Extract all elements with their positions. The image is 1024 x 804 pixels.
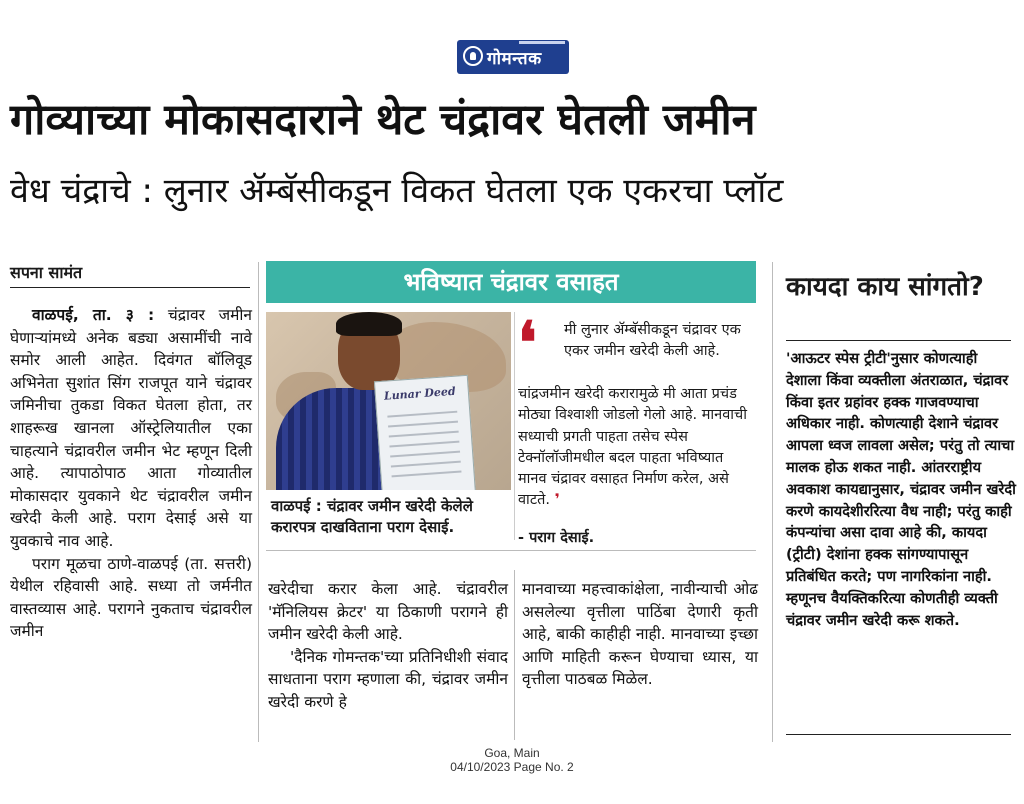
article-column-1 [10,304,252,643]
subheadline: वेध चंद्राचे : लुनार ॲम्बॅसीकडून विकत घेतला एक एकरचा प्लॉट [10,171,784,211]
newspaper-logo [457,40,569,74]
byline: सपना सामंत [10,263,83,282]
logo-tagline-strip [519,41,565,44]
byline-divider [10,287,250,288]
column-divider [258,262,259,742]
quote-first: मी लुनार ॲम्बॅसीकडून चंद्रावर एक एकर जमीन खरेदी केली आहे. [564,322,741,360]
box-inner-divider [514,312,515,540]
open-quote-icon: ❛ [518,309,537,377]
page-footer [0,746,1024,774]
dateline: वाळपई, ता. ३ : [32,306,155,324]
logo-text: गोमन्तक [487,49,542,69]
col2-paragraph-1: खरेदीचा करार केला आहे. चंद्रावरील 'मॅनिलियस क्रेटर' या ठिकाणी परागने ही जमीन खरेदी केली आहे. [268,580,508,644]
col1-paragraph-2: पराग मूळचा ठाणे-वाळपई (ता. सत्तरी) येथील रहिवासी आहे. सध्या तो जर्मनीत वास्तव्यास आहे. परागने नुकताच चंद्रावरील जमीन [10,554,252,641]
sidebar-divider [772,262,773,742]
photo-caption: वाळपई : चंद्रावर जमीन खरेदी केलेले करारपत्र दाखविताना पराग देसाई. [271,497,473,536]
sidebar-heading-rule [786,340,1011,341]
box-heading: भविष्यात चंद्रावर वसाहत [266,261,756,303]
column-divider-2 [514,570,515,740]
article-column-3 [522,578,758,691]
date-page-label: 04/10/2023 Page No. 2 [450,760,574,774]
article-column-2 [268,578,508,714]
photo-parag-desai [266,312,511,490]
box-bottom-divider [266,550,756,551]
col3-paragraph-1: मानवाच्या महत्त्वाकांक्षेला, नावीन्याची ओढ असलेल्या वृत्तीला पाठिंबा देणारी कृती आहे, बाकी काहीही नाही. मानवाच्या इच्छा आणि माहिती करून घेण्याचा ध्यास, या वृत्तीला पाठबळ मिळेल. [522,580,758,689]
lunar-deed-document: Lunar Deed [374,375,476,490]
quote-body: चांद्रजमीन खरेदी करारामुळे मी आता प्रचंड मोठ्या विश्वाशी जोडलो गेलो आहे. मानवाची सध्याची प्रगती पाहता तसेच स्पेस टेक्नॉलॉजीमधील बदल पाहता भविष्यात मानव चंद्रावर वसाहत निर्माण करेल, असे वाटते. ❜ [518,386,748,509]
edition-label: Goa, Main [484,746,540,760]
col2-paragraph-2: 'दैनिक गोमन्तक'च्या प्रतिनिधीशी संवाद साधताना पराग म्हणाला की, चंद्रावर जमीन खरेदी करणे हे [268,647,508,711]
col1-paragraph-1: वाळपई, ता. ३ : चंद्रावर जमीन घेणाऱ्यांमध्ये अनेक बड्या असामींची नावे समोर आली आहेत. दिवंगत बॉलिवूड अभिनेता सुशांत सिंग राजपूत याने चंद्रावर जमिनीचा तुकडा विकत घेतला होता, तर शाहरूख खानला ऑस्ट्रेलियातील एका चाहत्याने चंद्रावरील जमीन भेट म्हणून दिली आहे. त्यापाठोपाठ आता गोव्यातील मोकासदार युवकाने थेट चंद्रावरील जमीन खरेदी केली आहे. पराग देसाई असे या युवकाचे नाव आहे. [10,306,252,550]
sidebar-body: 'आऊटर स्पेस ट्रीटी'नुसार कोणत्याही देशाला किंवा व्यक्तीला अंतराळात, चंद्रावर किंवा इतर ग्रहांवर हक्क गाजवण्याचा अधिकार नाही. कोणत्याही देशाने चंद्रावर आपला ध्वज लावला असेल; परंतु तो त्याचा मालक होऊ शकत नाही. आंतरराष्ट्रीय अवकाश कायद्यानुसार, चंद्रावर जमीन खरेदी करणे कायदेशीररित्या वैध नाही; परंतु काही कंपन्यांचा असा दावा आहे की, कायदा (ट्रीटी) देशांना हक्क सांगण्यापासून प्रतिबंधित करते; पण नागरिकांना नाही. म्हणूनच वैयक्तिकरित्या कोणतीही व्यक्ती चंद्रावर जमीन खरेदी करू शकते. [786,350,1016,629]
sidebar-heading: कायदा काय सांगतो? [786,272,984,302]
headline: गोव्याच्या मोकासदाराने थेट चंद्रावर घेतली जमीन [10,95,756,145]
sidebar-bottom-rule [786,734,1011,735]
close-quote-icon: ❜ [554,492,560,509]
lamp-emblem-icon [463,46,483,66]
quote-author: - पराग देसाई. [518,530,595,546]
